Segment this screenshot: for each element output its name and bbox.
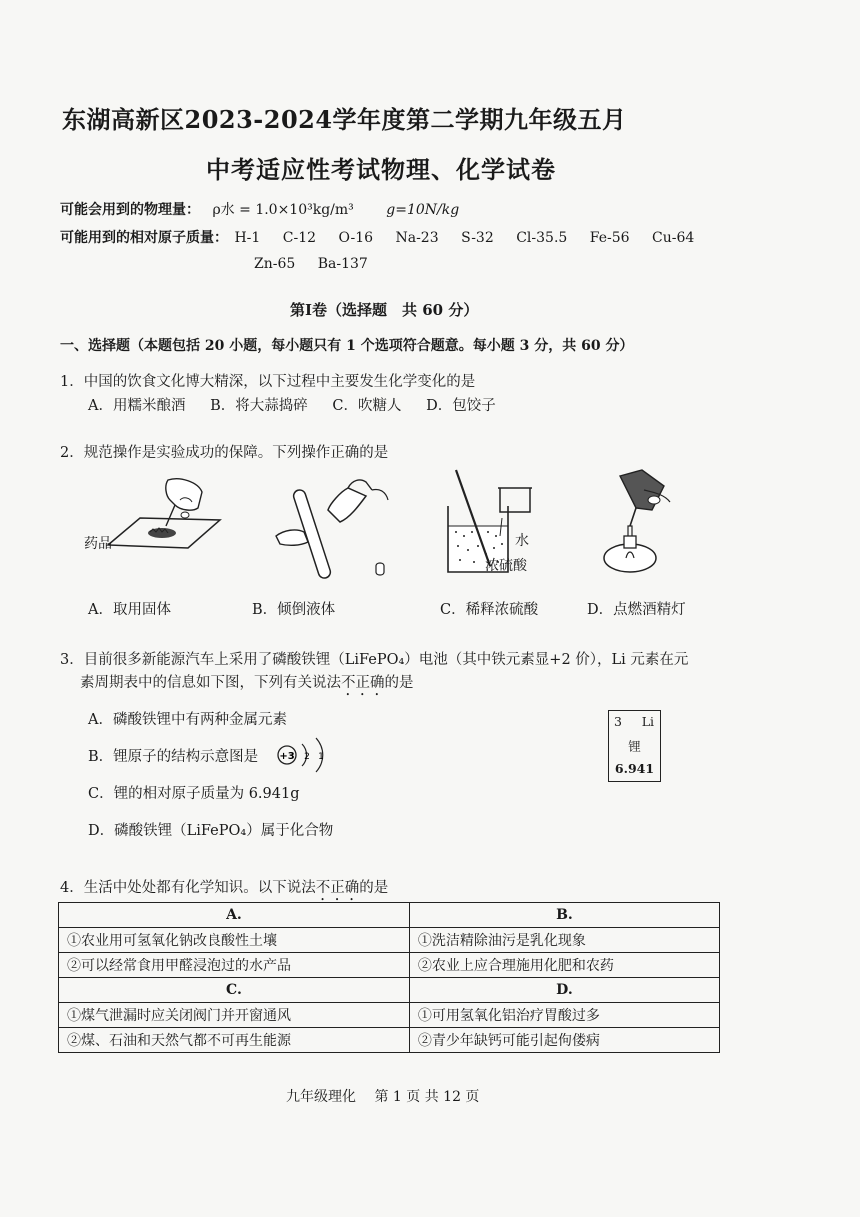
q3-stem-emphasis: 不正确 [341, 675, 385, 691]
mass-na: Na-23 [395, 230, 439, 246]
mass-c: C-12 [282, 230, 317, 246]
q1-option-c[interactable]: C．吹糖人 [332, 398, 402, 414]
physics-constants [60, 199, 459, 219]
fig-alcohol-lamp [592, 466, 692, 581]
element-mass: 6.941 [614, 761, 655, 776]
q4-c-1: ①煤气泄漏时应关闭阀门并开窗通风 [59, 1003, 410, 1028]
q1-option-d[interactable]: D．包饺子 [426, 398, 496, 414]
exam-title-line1: 东湖高新区2023-2024学年度第二学期九年级五月 [62, 105, 627, 134]
element-name: 锂 [628, 739, 641, 754]
q1-option-b[interactable]: B．将大蒜捣碎 [210, 398, 308, 414]
q2-option-b[interactable]: B．倾倒液体 [252, 602, 336, 618]
mass-o: O-16 [338, 230, 374, 246]
mass-ba: Ba-137 [317, 256, 368, 272]
question-3-stem-line1: 3．目前很多新能源汽车上采用了磷酸铁锂（LiFePO₄）电池（其中铁元素显+2 价），Li 元素在元 [60, 652, 689, 668]
mass-fe: Fe-56 [589, 230, 630, 246]
q3-option-c[interactable]: C．锂的相对原子质量为 6.941g [88, 786, 300, 802]
atomic-masses-row2 [254, 256, 368, 272]
question-4-stem [60, 876, 388, 904]
element-symbol: Li [641, 714, 654, 729]
q4-b-1: ①洗洁精除油污是乳化现象 [409, 928, 719, 953]
label-concentrated-acid: 浓硫酸 [485, 558, 527, 574]
q3-stem-part-b: 的是 [384, 675, 414, 691]
q4-c-2: ②煤、石油和天然气都不可再生能源 [59, 1028, 410, 1053]
q4-header-a[interactable]: A. [59, 903, 410, 928]
q4-d-1: ①可用氢氧化铝治疗胃酸过多 [409, 1003, 719, 1028]
q1-option-a[interactable]: A．用糯米酿酒 [88, 398, 186, 414]
atom-shell-1: 2 [304, 752, 310, 762]
q4-a-2: ②可以经常食用甲醛浸泡过的水产品 [59, 953, 410, 978]
mass-h: H-1 [234, 230, 261, 246]
section-instruction: 一、选择题（本题包括 20 小题，每小题只有 1 个选项符合题意。每小题 3 分，共 60 分） [60, 338, 634, 354]
label-medicine: 药品 [84, 536, 112, 552]
q4-a-1: ①农业用可氢氧化钠改良酸性土壤 [59, 928, 410, 953]
q3-stem-part-a: 素周期表中的信息如下图，下列有关说法 [80, 675, 341, 691]
q3-option-b-text: B．锂原子的结构示意图是 [88, 749, 259, 765]
element-number: 3 [614, 714, 622, 729]
fig-pour-liquid [268, 470, 398, 585]
q4-stem-emphasis: 不正确 [315, 880, 360, 896]
q3-option-d[interactable]: D．磷酸铁锂（LiFePO₄）属于化合物 [88, 823, 334, 839]
exam-title-line2: 中考适应性考试物理、化学试卷 [206, 155, 556, 184]
q4-stem-part-b: 的是 [359, 880, 389, 896]
atom-nucleus-label: +3 [279, 751, 295, 762]
question-1-options [88, 394, 516, 415]
gravity-value: g=10N/kg [386, 202, 460, 218]
atomic-masses-row1 [60, 227, 694, 247]
mass-cl: Cl-35.5 [516, 230, 568, 246]
atom-structure-diagram [276, 734, 336, 776]
atomic-label: 可能用到的相对原子质量： [60, 230, 228, 246]
question-4-table [58, 902, 720, 1053]
q4-b-2: ②农业上应合理施用化肥和农药 [409, 953, 719, 978]
label-water: 水 [515, 533, 529, 549]
q2-option-d[interactable]: D．点燃酒精灯 [587, 602, 686, 618]
q3-option-b[interactable] [88, 745, 258, 766]
fig-take-solid [80, 470, 230, 580]
density-value: ρ水 = 1.0×10³kg/m³ [212, 202, 354, 218]
question-1-stem: 1．中国的饮食文化博大精深，以下过程中主要发生化学变化的是 [60, 374, 476, 390]
q2-option-c[interactable]: C．稀释浓硫酸 [440, 602, 539, 618]
mass-zn: Zn-65 [254, 256, 296, 272]
question-3-stem-line2 [80, 671, 414, 699]
q3-option-a[interactable]: A．磷酸铁锂中有两种金属元素 [88, 712, 287, 728]
q2-option-a[interactable]: A．取用固体 [88, 602, 171, 618]
page-footer: 九年级理化 第 1 页 共 12 页 [286, 1089, 480, 1105]
q4-stem-part-a: 4．生活中处处都有化学知识。以下说法 [60, 880, 316, 896]
mass-s: S-32 [461, 230, 494, 246]
section-title: 第Ⅰ卷（选择题 共 60 分） [290, 301, 479, 319]
question-2-stem: 2．规范操作是实验成功的保障。下列操作正确的是 [60, 445, 389, 461]
element-card-li [608, 710, 661, 782]
mass-cu: Cu-64 [651, 230, 695, 246]
q4-header-d[interactable]: D. [409, 978, 719, 1003]
atom-shell-2: 1 [318, 752, 324, 762]
q4-header-b[interactable]: B. [409, 903, 719, 928]
q4-d-2: ②青少年缺钙可能引起佝偻病 [409, 1028, 719, 1053]
physics-label: 可能会用到的物理量： [60, 202, 200, 218]
q4-header-c[interactable]: C. [59, 978, 410, 1003]
